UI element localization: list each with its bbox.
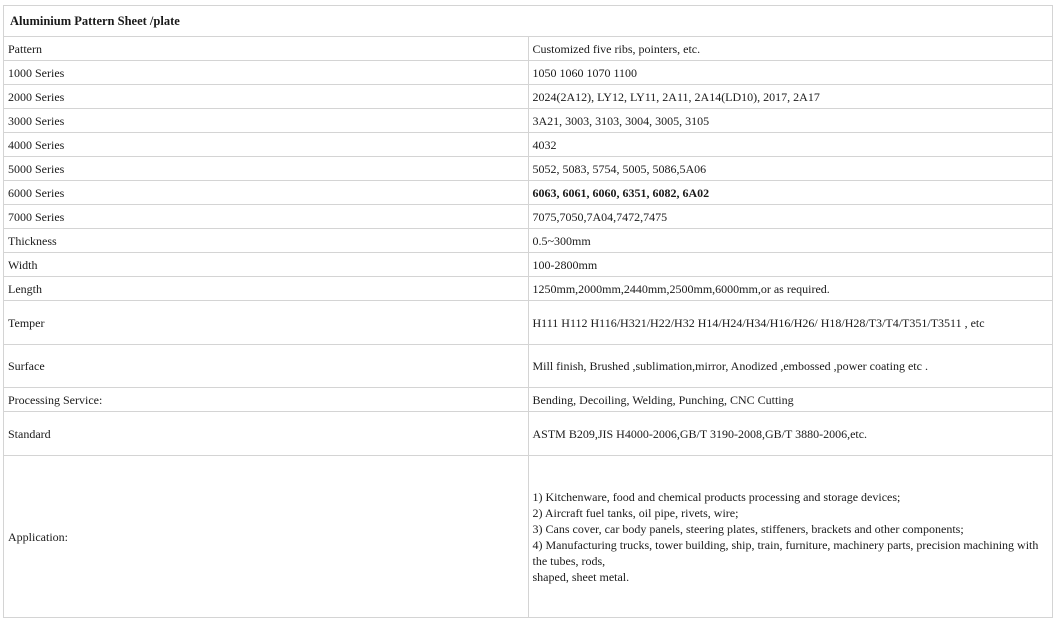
table-row bbox=[4, 133, 1053, 157]
row-value: 2024(2A12), LY12, LY11, 2A11, 2A14(LD10), 2017, 2A17 bbox=[528, 85, 1053, 109]
application-line: shaped, sheet metal. bbox=[532, 569, 630, 584]
spec-table bbox=[3, 5, 1053, 618]
table-row bbox=[4, 412, 1053, 456]
row-label: 1000 Series bbox=[4, 61, 529, 85]
application-line: 4) Manufacturing trucks, tower building, ship, train, furniture, machinery parts, precision machining with the tubes, rods, bbox=[532, 537, 1039, 568]
row-label: 2000 Series bbox=[4, 85, 529, 109]
table-row bbox=[4, 277, 1053, 301]
row-value: Mill finish, Brushed ,sublimation,mirror, Anodized ,embossed ,power coating etc . bbox=[528, 345, 1053, 388]
row-label: Length bbox=[4, 277, 529, 301]
application-value bbox=[528, 456, 1053, 618]
table-row bbox=[4, 85, 1053, 109]
row-value: 0.5~300mm bbox=[528, 229, 1053, 253]
table-row bbox=[4, 109, 1053, 133]
row-label: 3000 Series bbox=[4, 109, 529, 133]
row-label: 6000 Series bbox=[4, 181, 529, 205]
row-label: Temper bbox=[4, 301, 529, 345]
row-value: H111 H112 H116/H321/H22/H32 H14/H24/H34/H16/H26/ H18/H28/T3/T4/T351/T3511 , etc bbox=[528, 301, 1053, 345]
row-value: 3A21, 3003, 3103, 3004, 3005, 3105 bbox=[528, 109, 1053, 133]
row-value: 5052, 5083, 5754, 5005, 5086,5A06 bbox=[528, 157, 1053, 181]
row-label: Width bbox=[4, 253, 529, 277]
row-value: ASTM B209,JIS H4000-2006,GB/T 3190-2008,GB/T 3880-2006,etc. bbox=[528, 412, 1053, 456]
table-row bbox=[4, 157, 1053, 181]
table-row bbox=[4, 61, 1053, 85]
table-row bbox=[4, 229, 1053, 253]
row-label: Standard bbox=[4, 412, 529, 456]
row-value: Customized five ribs, pointers, etc. bbox=[528, 37, 1053, 61]
row-label: 4000 Series bbox=[4, 133, 529, 157]
table-title: Aluminium Pattern Sheet /plate bbox=[4, 6, 1053, 37]
application-label: Application: bbox=[4, 456, 529, 618]
table-row bbox=[4, 181, 1053, 205]
row-label: Surface bbox=[4, 345, 529, 388]
row-label: Thickness bbox=[4, 229, 529, 253]
row-value: 7075,7050,7A04,7472,7475 bbox=[528, 205, 1053, 229]
row-value: 100-2800mm bbox=[528, 253, 1053, 277]
row-label: 5000 Series bbox=[4, 157, 529, 181]
table-row bbox=[4, 388, 1053, 412]
row-value: 1250mm,2000mm,2440mm,2500mm,6000mm,or as required. bbox=[528, 277, 1053, 301]
application-row bbox=[4, 456, 1053, 618]
application-line: 3) Cans cover, car body panels, steering plates, stiffeners, brackets and other components; bbox=[532, 521, 964, 536]
row-value: Bending, Decoiling, Welding, Punching, CNC Cutting bbox=[528, 388, 1053, 412]
row-value: 4032 bbox=[528, 133, 1053, 157]
table-row bbox=[4, 37, 1053, 61]
table-row bbox=[4, 345, 1053, 388]
application-line: 2) Aircraft fuel tanks, oil pipe, rivets, wire; bbox=[532, 505, 739, 520]
row-label: Pattern bbox=[4, 37, 529, 61]
row-value-bold: 6063, 6061, 6060, 6351, 6082, 6A02 bbox=[528, 181, 1053, 205]
row-label: Processing Service: bbox=[4, 388, 529, 412]
table-title-row bbox=[4, 6, 1053, 37]
table-row bbox=[4, 301, 1053, 345]
table-row bbox=[4, 205, 1053, 229]
row-label: 7000 Series bbox=[4, 205, 529, 229]
application-line: 1) Kitchenware, food and chemical products processing and storage devices; bbox=[532, 489, 901, 504]
table-row bbox=[4, 253, 1053, 277]
row-value: 1050 1060 1070 1100 bbox=[528, 61, 1053, 85]
